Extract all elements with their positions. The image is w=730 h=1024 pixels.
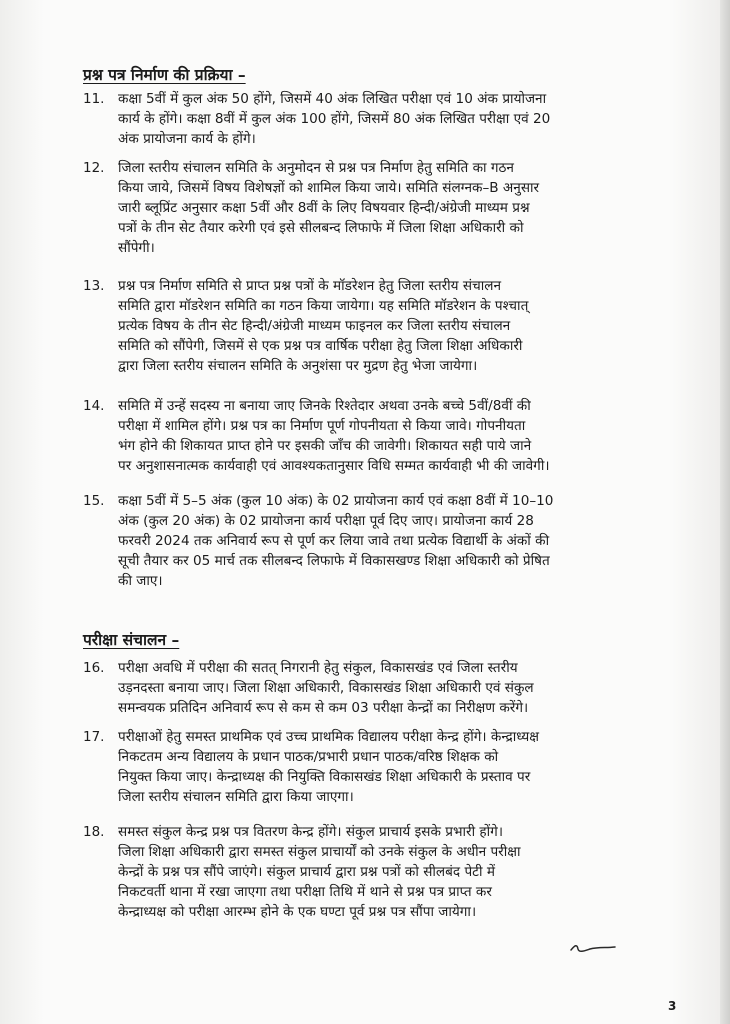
item-text (118, 89, 651, 149)
item-text (118, 158, 651, 258)
text-line: भंग होने की शिकायत प्राप्त होने पर इसकी जाँच की जावेगी। शिकायत सही पाये जाने (118, 438, 532, 454)
text-line: निकटतम अन्य विद्यालय के प्रधान पाठक/प्रभारी प्रधान पाठक/वरिष्ठ शिक्षक को (118, 749, 499, 765)
item-number: 18. (83, 824, 105, 840)
text-line: पर अनुशासनात्मक कार्यवाही एवं आवश्यकतानुसार विधि सम्मत कार्यवाही भी की जावेगी। (118, 458, 550, 474)
text-line: जिला स्तरीय संचालन समिति द्वारा किया जाएगा। (118, 789, 354, 805)
text-line: केन्द्राध्यक्ष को परीक्षा आरम्भ होने के एक घण्टा पूर्व प्रश्न पत्र सौंपा जायेगा। (118, 904, 477, 920)
text-line: कक्षा 5वीं में 5–5 अंक (कुल 10 अंक) के 02 प्रायोजना कार्य एवं कक्षा 8वीं में 10–10 (118, 493, 554, 509)
section-heading-exam-conduct: परीक्षा संचालन – (83, 631, 180, 649)
item-number: 16. (83, 660, 105, 676)
text-line: की जाए। (118, 573, 163, 589)
item-text (118, 658, 651, 718)
text-line: समन्वयक प्रतिदिन अनिवार्य रूप से कम से कम 03 परीक्षा केन्द्रों का निरीक्षण करेंगे। (118, 700, 529, 716)
text-line: परीक्षा अवधि में परीक्षा की सतत् निगरानी हेतु संकुल, विकासखंड एवं जिला स्तरीय (118, 660, 518, 676)
text-line: सूची तैयार कर 05 मार्च तक सीलबन्द लिफाफे में विकासखण्ड शिक्षा अधिकारी को प्रेषित (118, 553, 550, 569)
item-number: 11. (83, 91, 105, 107)
signature-mark (568, 936, 618, 958)
text-line: जारी ब्लूप्रिंट अनुसार कक्षा 5वीं और 8वीं के लिए विषयवार हिन्दी/अंग्रेजी माध्यम प्रश्न (118, 200, 530, 216)
text-line: पत्रों के तीन सेट तैयार करेगी एवं इसे सीलबन्द लिफाफे में जिला शिक्षा अधिकारी को (118, 220, 524, 236)
item-number: 12. (83, 160, 105, 176)
item-number: 15. (83, 493, 105, 509)
list-item-15 (83, 491, 651, 591)
text-line: समिति को सौंपेगी, जिसमें से एक प्रश्न पत्र वार्षिक परीक्षा हेतु जिला शिक्षा अधिकारी (118, 338, 523, 354)
list-item-13 (83, 276, 651, 376)
text-line: सौंपेगी। (118, 240, 155, 256)
text-line: समस्त संकुल केन्द्र प्रश्न पत्र वितरण केन्द्र होंगे। संकुल प्राचार्य इसके प्रभारी होंगे। (118, 824, 503, 840)
text-line: प्रश्न पत्र निर्माण समिति से प्राप्त प्रश्न पत्रों के मॉडरेशन हेतु जिला स्तरीय संचालन (118, 278, 501, 294)
list-item-14 (83, 396, 651, 476)
item-text (118, 491, 651, 591)
text-line: कक्षा 5वीं में कुल अंक 50 होंगे, जिसमें 40 अंक लिखित परीक्षा एवं 10 अंक प्रायोजना (118, 91, 547, 107)
text-line: किया जाये, जिसमें विषय विशेषज्ञों को शामिल किया जाये। समिति संलग्नक–B अनुसार (118, 180, 540, 196)
text-line: परीक्षाओं हेतु समस्त प्राथमिक एवं उच्च प्राथमिक विद्यालय परीक्षा केन्द्र होंगे। केन्द्राध्यक्ष (118, 729, 540, 745)
list-item-11 (83, 89, 651, 149)
text-line: समिति में उन्हें सदस्य ना बनाया जाए जिनके रिश्तेदार अथवा उनके बच्चे 5वीं/8वीं की (118, 398, 531, 414)
text-line: फरवरी 2024 तक अनिवार्य रूप से पूर्ण कर लिया जावे तथा प्रत्येक विद्यार्थी के अंकों की (118, 533, 550, 549)
text-line: निकटवर्ती थाना में रखा जाएगा तथा परीक्षा तिथि में थाने से प्रश्न पत्र प्राप्त कर (118, 884, 492, 900)
item-text (118, 396, 651, 476)
page-number: 3 (668, 999, 677, 1013)
text-line: द्वारा जिला स्तरीय संचालन समिति के अनुशंसा पर मुद्रण हेतु भेजा जायेगा। (118, 358, 478, 374)
item-number: 14. (83, 398, 105, 414)
text-line: जिला स्तरीय संचालन समिति के अनुमोदन से प्रश्न पत्र निर्माण हेतु समिति का गठन (118, 160, 514, 176)
text-line: उड़नदस्ता बनाया जाए। जिला शिक्षा अधिकारी, विकासखंड शिक्षा अधिकारी एवं संकुल (118, 680, 534, 696)
item-number: 13. (83, 278, 105, 294)
text-line: समिति द्वारा मॉडरेशन समिति का गठन किया जायेगा। यह समिति मॉडरेशन के पश्चात् (118, 298, 529, 314)
item-text (118, 822, 651, 922)
text-line: प्रत्येक विषय के तीन सेट हिन्दी/अंग्रेजी माध्यम फाइनल कर जिला स्तरीय संचालन (118, 318, 511, 334)
list-item-16 (83, 658, 651, 718)
item-text (118, 727, 651, 807)
text-line: जिला शिक्षा अधिकारी द्वारा समस्त संकुल प्राचार्यों को उनके संकुल के अधीन परीक्षा (118, 844, 521, 860)
text-line: अंक प्रायोजना कार्य के होंगे। (118, 131, 256, 147)
text-line: अंक (कुल 20 अंक) के 02 प्रायोजना कार्य परीक्षा पूर्व दिए जाए। प्रायोजना कार्य 28 (118, 513, 534, 529)
item-text (118, 276, 651, 376)
list-item-17 (83, 727, 651, 807)
section-heading-paper-making: प्रश्न पत्र निर्माण की प्रक्रिया – (83, 66, 246, 84)
text-line: नियुक्त किया जाए। केन्द्राध्यक्ष की नियुक्ति विकासखंड शिक्षा अधिकारी के प्रस्ताव पर (118, 769, 531, 785)
item-number: 17. (83, 729, 105, 745)
page-edge-shadow (720, 0, 730, 1024)
text-line: कार्य के होंगे। कक्षा 8वीं में कुल अंक 100 होंगे, जिसमें 80 अंक लिखित परीक्षा एवं 20 (118, 111, 551, 127)
list-item-18 (83, 822, 651, 922)
text-line: परीक्षा में शामिल होंगे। प्रश्न पत्र का निर्माण पूर्ण गोपनीयता से किया जावे। गोपनीयता (118, 418, 526, 434)
text-line: केन्द्रों के प्रश्न पत्र सौंपे जाएंगे। संकुल प्राचार्य द्वारा प्रश्न पत्रों को सीलबंद पेटी में (118, 864, 495, 880)
list-item-12 (83, 158, 651, 258)
